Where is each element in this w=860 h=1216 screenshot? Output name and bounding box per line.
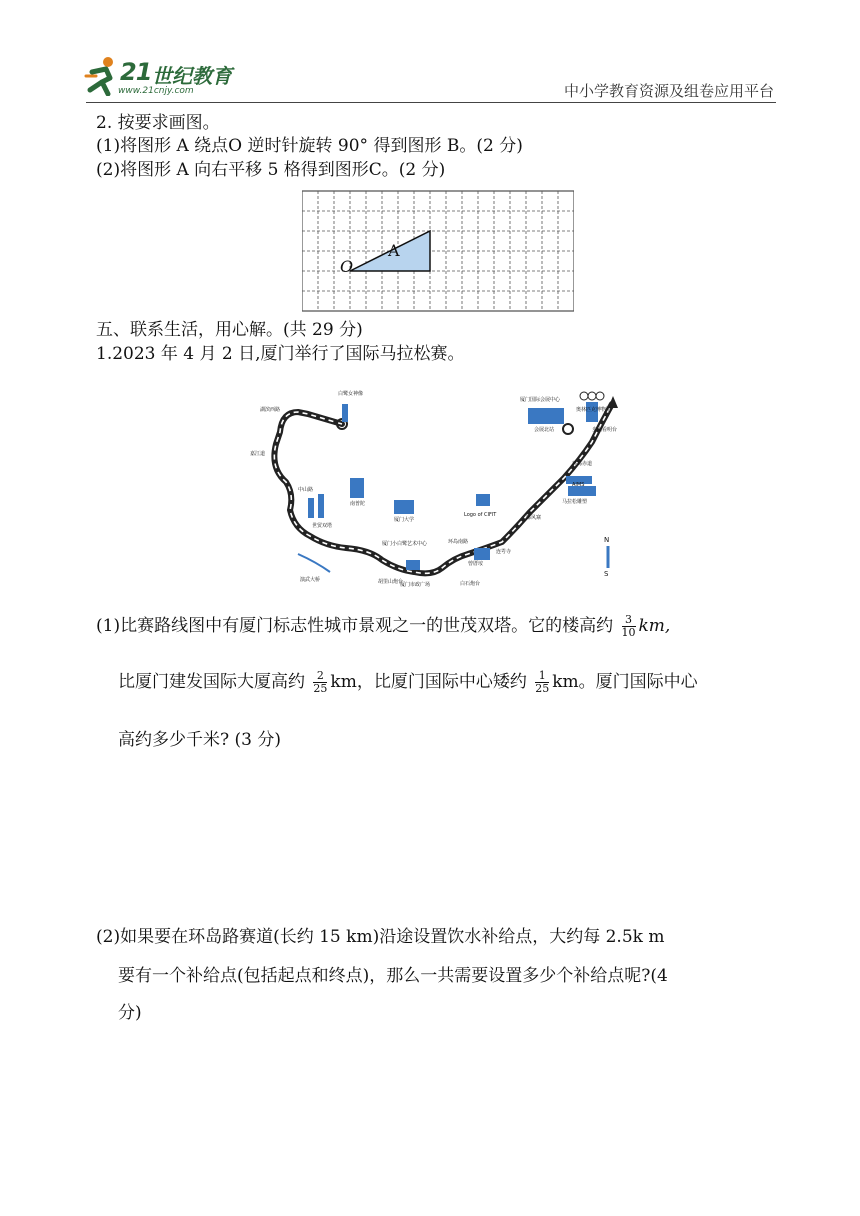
map-label: 厦门国际会展中心 [520, 397, 561, 403]
q1-1-text: km。厦门国际中心 [552, 672, 698, 692]
map-label: 湖滨西路 [260, 407, 281, 413]
drawing-grid[interactable] [302, 189, 574, 313]
map-label: Logo of CIFIT [464, 512, 497, 518]
site-logo [84, 56, 244, 100]
logo-text: 世纪教育 [152, 64, 232, 88]
map-label: 厦门市政广场 [400, 582, 431, 588]
frac-num: 3 [625, 613, 632, 626]
map-label: 白石炮台 [460, 581, 481, 587]
question-sub1: (1)将图形 A 绕点O 逆时针旋转 90° 得到图形 B。(2 分) [96, 136, 523, 156]
map-label: 胡里山炮台 [378, 579, 404, 585]
map-label: 环岛赤道 [572, 461, 593, 467]
question-sub2: (2)将图形 A 向右平移 5 格得到图形C。(2 分) [96, 160, 446, 180]
q1-2-line3: 分) [118, 1003, 142, 1023]
map-label: 马拉松雕塑 [562, 499, 588, 505]
q1-2-line2: 要有一个补给点(包括起点和终点)，那么一共需要设置多少个补给点呢?(4 [118, 966, 668, 986]
section-heading: 五、联系生活，用心解。(共 29 分) [96, 320, 363, 340]
map-label: 环岛南路 [448, 539, 469, 545]
map-label: 白鹭女神像 [338, 391, 364, 397]
q1-2-line1: (2)如果要在环岛路赛道(长约 15 km)沿途设置饮水补给点，大约每 2.5k m [96, 927, 665, 947]
q1-1-text: (1)比赛路线图中有厦门标志性城市景观之一的世茂双塔。它的楼高约 [96, 616, 614, 636]
logo-number: 21 [120, 58, 152, 86]
q1-1-line1 [96, 614, 670, 639]
question-intro: 1.2023 年 4 月 2 日,厦门举行了国际马拉松赛。 [96, 344, 465, 364]
map-label: 会展北站 [534, 427, 555, 433]
map-label: 南普陀 [350, 501, 366, 507]
header-divider [86, 102, 776, 103]
map-label: AIMS [572, 482, 585, 488]
frac-den: 10 [621, 626, 636, 639]
q1-1-line3: 高约多少千米? (3 分) [118, 730, 282, 750]
fraction-3-10 [622, 614, 636, 639]
q1-1-text: km，比厦门国际中心矮约 [330, 672, 527, 692]
map-label: 奥林匹克博物馆 [576, 407, 612, 413]
map-label: 步山看明台 [592, 427, 618, 433]
question-title: 2. 按要求画图。 [96, 113, 220, 133]
q1-1-text: 比厦门建发国际大厦高约 [118, 672, 305, 692]
frac-den: 25 [535, 682, 550, 695]
frac-num: 1 [538, 669, 546, 682]
grid-canvas [302, 189, 574, 313]
map-label: 世贸双塔 [312, 523, 333, 529]
fraction-1-25 [535, 670, 549, 695]
q1-1-unit: km, [638, 616, 671, 636]
map-label: 中山路 [298, 487, 314, 493]
logo-url: www.21cnjy.com [118, 86, 194, 96]
map-label: 椰风寨 [526, 515, 542, 521]
map-label: 嘉江道 [250, 451, 266, 457]
platform-name: 中小学教育资源及组卷应用平台 [563, 82, 774, 100]
point-o-label: O [340, 257, 354, 276]
marathon-route-map [246, 382, 636, 588]
map-label: 曾厝垵 [468, 561, 484, 567]
q1-1-line2 [118, 670, 698, 695]
frac-num: 2 [316, 669, 324, 682]
map-label: 厦门小白鹭艺术中心 [382, 541, 428, 547]
frac-den: 25 [313, 682, 328, 695]
runner-logo-icon [84, 56, 120, 96]
map-label: 连咢寺 [496, 549, 512, 555]
fraction-2-25 [313, 670, 327, 695]
map-label: 演武大桥 [300, 577, 321, 583]
compass-south-label: S [604, 570, 609, 578]
map-label: 厦门大学 [394, 517, 415, 523]
shape-a-label: A [388, 241, 400, 260]
compass-north-label: N [604, 536, 610, 544]
